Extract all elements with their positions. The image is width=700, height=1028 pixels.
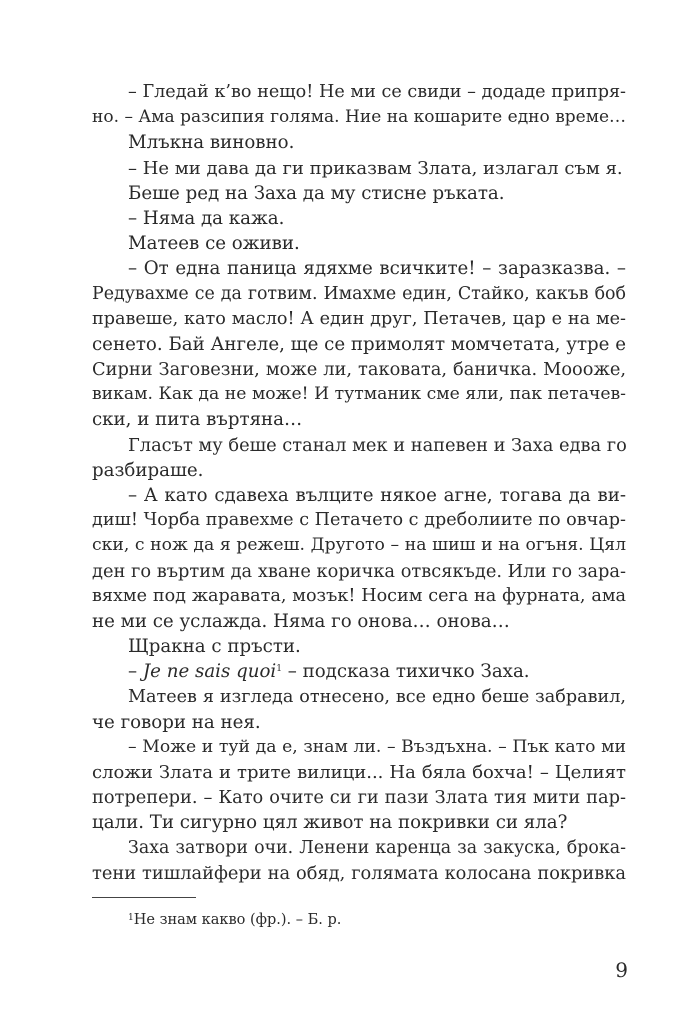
text-line: сенето. Бай Ангеле, ще се примолят момчетата, утре е xyxy=(92,333,626,355)
text-line: Редувахме се да готвим. Имахме един, Стайко, какъв боб xyxy=(92,283,626,304)
text-line: вяхме под жаравата, мозък! Носим сега на фурната, ама xyxy=(92,585,626,606)
text-line: – Гледай к’во нещо! Не ми се свиди – додаде припря- xyxy=(128,82,626,102)
text-line: Млъкна виновно. xyxy=(128,132,295,154)
text-line: цали. Ти сигурно цял живот на покривки си яла? xyxy=(92,812,568,834)
text-line: Матеев се оживи. xyxy=(128,233,300,255)
text-line: – От една паница ядяхме всичките! – заразказва. – xyxy=(128,258,626,280)
text-line: не ми се услажда. Няма го онова… онова… xyxy=(92,610,510,632)
footnote-text: Не знам какво (фр.). – Б. р. xyxy=(133,912,342,928)
text-line: тени тишлайфери на обяд, голямата колосана покривка xyxy=(92,862,626,884)
text-line: ден го въртим да хване коричка отвсякъде. Или го зара- xyxy=(92,560,626,582)
text-line: Гласът му беше станал мек и напевен и Заха едва го xyxy=(128,434,627,456)
page-text xyxy=(92,80,626,886)
text-line: но. – Ама разсипия голяма. Ние на кошарите едно време… xyxy=(92,107,626,128)
text-line: че говори на нея. xyxy=(92,711,261,733)
text-line: ски, и пита въртяна… xyxy=(92,409,303,431)
text-line: диш! Чорба правехме с Петачето с дреболиите по овчар- xyxy=(92,510,626,531)
text-line: Матеев я изгледа отнесено, все едно беше забравил, xyxy=(128,686,626,707)
italic-phrase: Je ne sais quoi xyxy=(142,661,277,683)
text-line: правеше, като масло! А един друг, Петачев, цар е на ме- xyxy=(92,308,626,329)
text-line: разбираше. xyxy=(92,459,204,481)
text-line: потрепери. – Като очите си ги пази Злата тия мити пар- xyxy=(92,787,626,809)
text-line: – Не ми дава да ги приказвам Злата, излагал съм я. xyxy=(128,157,623,179)
page-number: 9 xyxy=(615,958,628,982)
text-line: – Може и туй да е, знам ли. – Въздъхна. – Пък като ми xyxy=(128,736,626,757)
text-line: викам. Как да не може! И тутманик сме яли, пак петачев- xyxy=(92,384,626,405)
text-line: сложи Злата и трите вилици... На бяла бохча! – Целият xyxy=(92,762,626,784)
text-line: – Няма да кажа. xyxy=(128,207,285,229)
footnote xyxy=(128,911,341,929)
text-line: – А като сдавеха вълците някое агне, тогава да ви- xyxy=(128,485,626,506)
text-line: ски, с нож да я режеш. Другото – на шиш и на огъня. Цял xyxy=(92,535,626,556)
text-line: Заха затвори очи. Ленени каренца за закуска, брока- xyxy=(128,837,626,858)
text-line: – Je ne sais quoi$^1$ – подсказа тихичко Заха. xyxy=(128,661,530,683)
footnote-marker: 1 xyxy=(128,913,134,923)
footnote-rule xyxy=(92,897,196,898)
text-line: Щракна с пръсти. xyxy=(128,636,301,658)
footnote-reference: 1 xyxy=(276,664,282,675)
text-line: Сирни Заговезни, може ли, таковата, баничка. Моооже, xyxy=(92,359,626,381)
text-line: Беше ред на Заха да му стисне ръката. xyxy=(128,182,505,204)
